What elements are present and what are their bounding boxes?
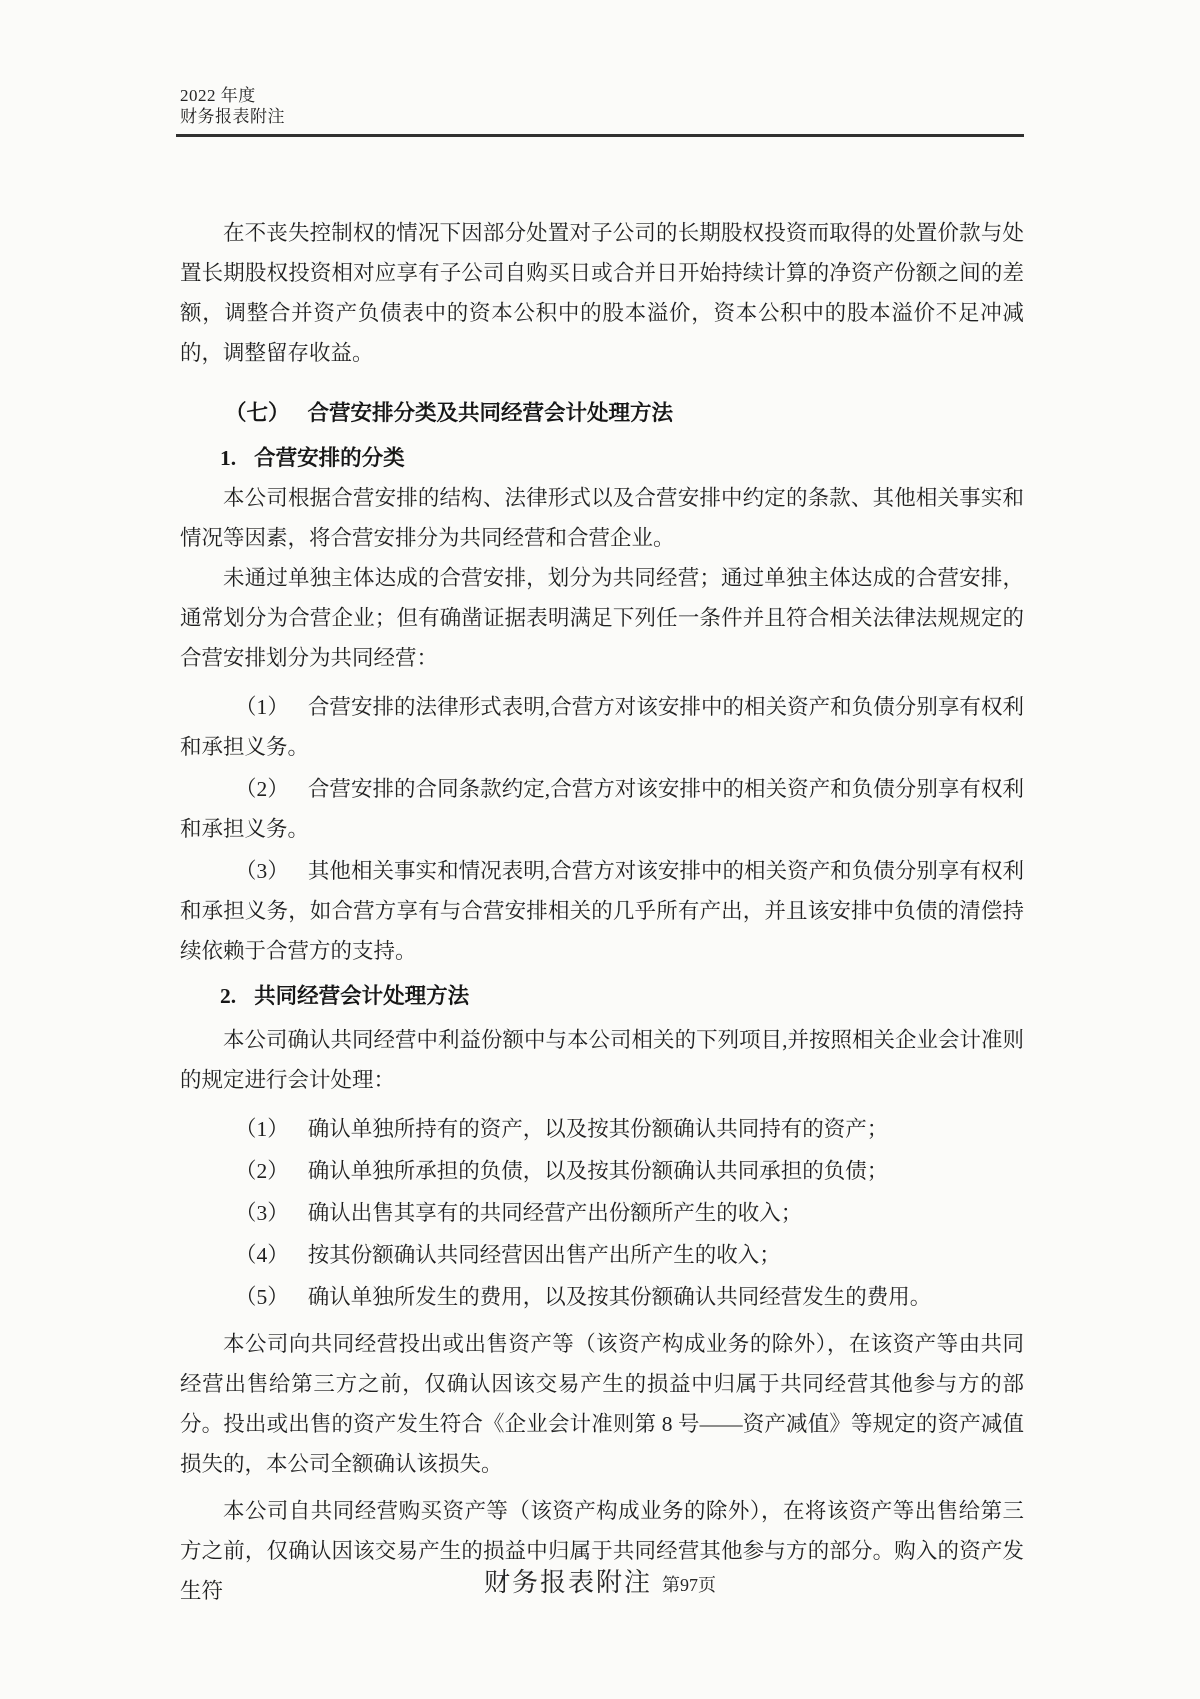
page-number: 第97页 — [662, 1575, 716, 1595]
paragraph-purchase-of-assets: 本公司自共同经营购买资产等（该资产构成业务的除外），在将该资产等出售给第三方之前，仅确认因该交易产生的损益中归属于共同经营其他参与方的部分。购入的资产发生符 — [180, 1499, 1024, 1603]
item-text: 合营安排的法律形式表明,合营方对该安排中的相关资产和负债分别享有权利和承担义务。 — [180, 695, 1024, 759]
section-number: （七） — [225, 401, 290, 425]
item-number: （4） — [235, 1243, 289, 1267]
list-item — [180, 851, 1024, 971]
item-number: （3） — [235, 1201, 289, 1225]
header-divider — [176, 134, 1024, 137]
subsection-title: 合营安排的分类 — [254, 446, 405, 470]
list-item — [180, 1235, 1024, 1275]
list-item — [180, 1277, 1024, 1317]
list-item — [180, 687, 1024, 767]
list-item — [180, 1151, 1024, 1191]
section-heading-7 — [180, 393, 1024, 433]
item-number: （1） — [235, 695, 289, 719]
subsection-number: 2. — [220, 984, 237, 1008]
paragraph-disposal-without-loss-of-control: 在不丧失控制权的情况下因部分处置对子公司的长期股权投资而取得的处置价款与处置长期股权投资相对应享有子公司自购买日或合并日开始持续计算的净资产份额之间的差额，调整合并资产负债表中的资本公积中的股本溢价，资本公积中的股本溢价不足冲减的，调整留存收益。 — [180, 221, 1024, 365]
running-header — [180, 85, 285, 127]
page-footer — [0, 1562, 1200, 1599]
subsection-title: 共同经营会计处理方法 — [254, 984, 470, 1008]
condition-list — [180, 687, 1024, 971]
item-text: 确认单独所持有的资产，以及按其份额确认共同持有的资产； — [307, 1117, 889, 1141]
report-year: 2022 年度 — [180, 86, 256, 105]
paragraph-joint-operation-recognition: 本公司确认共同经营中利益份额中与本公司相关的下列项目,并按照相关企业会计准则的规定进行会计处理： — [180, 1028, 1024, 1092]
list-item — [180, 769, 1024, 849]
item-text: 其他相关事实和情况表明,合营方对该安排中的相关资产和负债分别享有权利和承担义务，如合营方享有与合营安排相关的几乎所有产出，并且该安排中负债的清偿持续依赖于合营方的支持。 — [180, 859, 1024, 963]
paragraph-contribution-or-sale-of-assets: 本公司向共同经营投出或出售资产等（该资产构成业务的除外），在该资产等由共同经营出售给第三方之前，仅确认因该交易产生的损益中归属于共同经营其他参与方的部分。投出或出售的资产发生符合《企业会计准则第 8 号——资产减值》等规定的资产减值损失的，本公司全额确认该损失。 — [180, 1332, 1024, 1476]
subsection-number: 1. — [220, 446, 237, 470]
item-number: （1） — [235, 1117, 289, 1141]
item-text: 确认单独所发生的费用，以及按其份额确认共同经营发生的费用。 — [307, 1285, 932, 1309]
item-text: 合营安排的合同条款约定,合营方对该安排中的相关资产和负债分别享有权利和承担义务。 — [180, 777, 1024, 841]
report-title: 财务报表附注 — [180, 107, 285, 126]
item-text: 确认出售其享有的共同经营产出份额所产生的收入； — [307, 1201, 803, 1225]
accounting-item-list — [180, 1109, 1024, 1317]
list-item — [180, 1109, 1024, 1149]
list-item — [180, 1193, 1024, 1233]
item-text: 按其份额确认共同经营因出售产出所产生的收入； — [307, 1243, 781, 1267]
item-number: （2） — [235, 1159, 289, 1183]
paragraph-classification-basis: 本公司根据合营安排的结构、法律形式以及合营安排中约定的条款、其他相关事实和情况等因素，将合营安排分为共同经营和合营企业。 — [180, 486, 1024, 550]
subsection-heading-1 — [180, 438, 1024, 478]
subsection-heading-2 — [180, 976, 1024, 1016]
item-text: 确认单独所承担的负债，以及按其份额确认共同承担的负债； — [307, 1159, 889, 1183]
document-body — [180, 213, 1024, 1611]
item-number: （5） — [235, 1285, 289, 1309]
paragraph-joint-arrangement-types: 未通过单独主体达成的合营安排，划分为共同经营；通过单独主体达成的合营安排，通常划分为合营企业；但有确凿证据表明满足下列任一条件并且符合相关法律法规规定的合营安排划分为共同经营： — [180, 566, 1024, 670]
item-number: （3） — [235, 859, 289, 883]
section-title: 合营安排分类及共同经营会计处理方法 — [307, 401, 674, 425]
footer-title: 财务报表附注 — [483, 1568, 652, 1597]
item-number: （2） — [235, 777, 289, 801]
